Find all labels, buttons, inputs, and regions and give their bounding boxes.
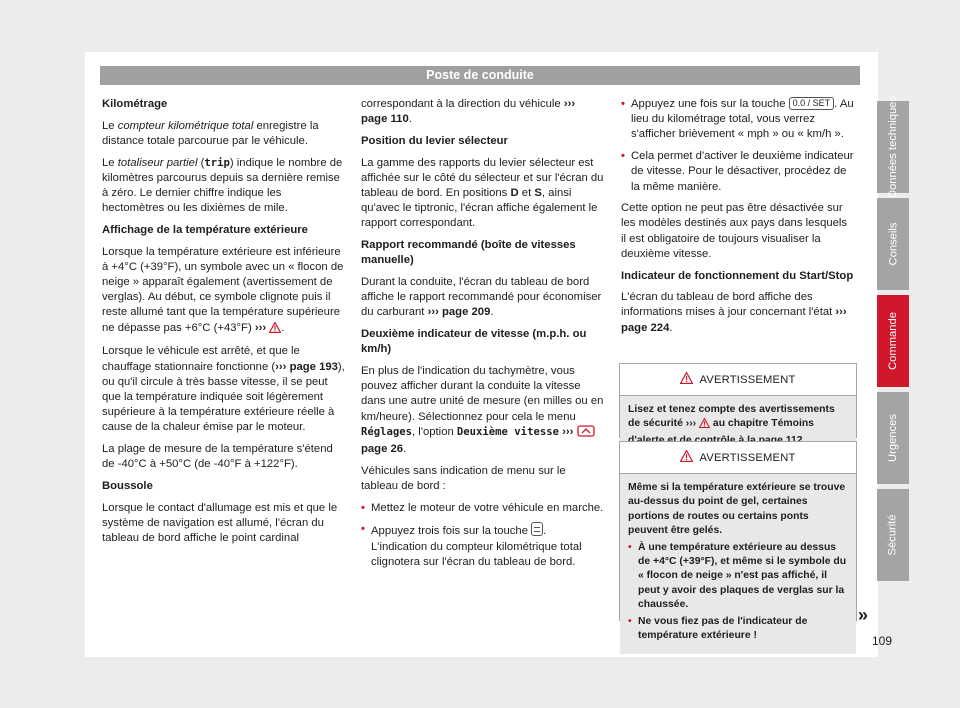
list-item: • Appuyez une fois sur la touche 0.0 / SET . Au lieu du kilométrage total, vous verrez s'afficher brièvement « mph » ou « km/h ». xyxy=(621,98,854,141)
warning-triangle-icon xyxy=(680,450,693,466)
trip-button-icon xyxy=(531,522,543,536)
column-3 xyxy=(621,97,855,342)
page-number: 109 xyxy=(872,634,893,648)
lever-heading: Position du levier sélecteur xyxy=(361,134,508,147)
set-button-key: 0.0 / SET xyxy=(789,97,835,110)
list-item: • Mettez le moteur de votre véhicule en marche. xyxy=(361,501,604,516)
option-paragraph: Cette option ne peut pas être désactivée sur les modèles destinés aux pays dans lesquels il est obligatoire de toujours visualiser la deuxième vitesse. xyxy=(621,202,848,260)
gear-paragraph: Durant la conduite, l'écran du tableau de bord affiche le rapport recommandé pour économiser du carburant ››› page 209. xyxy=(361,276,602,319)
tab-conseils[interactable]: Conseils xyxy=(877,198,909,290)
page-26-link[interactable]: page 26 xyxy=(361,443,404,456)
bullet-dot: • xyxy=(621,98,625,110)
warning-title: AVERTISSEMENT xyxy=(620,442,856,474)
speed-heading: Deuxième indicateur de vitesse (m.p.h. ou km/h) xyxy=(361,328,587,356)
page-110-link[interactable]: ››› page 110 xyxy=(361,98,576,126)
continue-arrow-icon: » xyxy=(858,605,869,625)
compass-continued: correspondant à la direction du véhicule ››› page 110. xyxy=(361,98,576,126)
temp-paragraph-1: Lorsque la température extérieure est inférieure à +4°C (+39°F), un symbole avec un « flocon de neige » apparaît également (avertissement de verglas). Au début, ce symbole clignote puis il reste allumé tant que la température supérieure ne dépasse pas +6°C (+43°F) ››› . xyxy=(102,245,345,338)
nomenu-paragraph: Véhicules sans indication de menu sur le tableau de bord : xyxy=(361,464,566,492)
km-paragraph-1: Le compteur kilométrique total enregistre la distance totale parcourue par le véhicule. xyxy=(102,119,319,147)
speed-paragraph: En plus de l'indication du tachymètre, vous pouvez afficher durant la conduite la vitesse dans une autre unité de mesure (en milles ou en km/heure). Sélectionnez pour cela le menu Réglages, l'option Deuxième vitesse ››› page 26. xyxy=(361,365,604,456)
warning-box-1 xyxy=(619,363,857,438)
bullet-dot: • xyxy=(628,542,632,554)
tab-donnees-techniques[interactable]: Données techniques xyxy=(877,101,909,193)
warning-triangle-icon xyxy=(699,418,710,433)
warning-triangle-icon xyxy=(269,322,281,338)
menu-reglages: Réglages xyxy=(361,425,413,438)
bullet-dot: • xyxy=(621,150,625,163)
section-header: Poste de conduite xyxy=(100,66,860,85)
warning-triangle-icon xyxy=(680,372,693,388)
tab-commande[interactable]: Commande xyxy=(877,295,909,387)
trip-code: trip xyxy=(204,156,230,169)
tab-urgences[interactable]: Urgences xyxy=(877,392,909,484)
column-2 xyxy=(361,97,604,576)
list-item: • Appuyez trois fois sur la touche . L'indication du compteur kilométrique total clignotera sur l'écran du tableau de bord. xyxy=(361,523,582,568)
startstop-paragraph: L'écran du tableau de bord affiche des informations mises à jour concernant l'état ››› page 224. xyxy=(621,291,847,334)
temp-heading: Affichage de la température extérieure xyxy=(102,223,308,236)
warning-body: Lisez et tenez compte des avertissements de sécurité ››› au chapitre Témoins xyxy=(620,396,856,459)
column-1 xyxy=(102,97,345,553)
warning-body: Même si la température extérieure se trouve au-dessus du point de gel, certaines portions de routes ou certains ponts peuvent être gelés. • À une température extérieure au dessus de +4°C (+39°F), et même si le symbole du « flocon de neige » n'est pas affiché, il peut y avoir des plaques de verglas sur la chaussée. • Ne vous fiez pas de l'indicateur de température extérieure ! xyxy=(620,474,856,654)
screen-ref-icon xyxy=(577,425,595,442)
compass-heading: Boussole xyxy=(102,479,153,492)
bullet-dot: • xyxy=(361,523,365,536)
warning-title: AVERTISSEMENT xyxy=(620,364,856,396)
temp-paragraph-3: La plage de mesure de la température s'étend de -40°C à +50°C (de -40°F à +122°F). xyxy=(102,443,333,471)
page-224-link[interactable]: ››› page 224 xyxy=(621,306,847,334)
temp-paragraph-2: Lorsque le véhicule est arrêté, et que le chauffage stationnaire fonctionne (››› page 193), ou qu'il circule à très basse vitesse, il se peut que la température indiquée soit légèrement supérieure à la température extérieure réelle à cause de la chaleur émise par le moteur. xyxy=(102,345,345,434)
km-heading: Kilométrage xyxy=(102,98,168,110)
tab-securite[interactable]: Sécurité xyxy=(877,489,909,581)
startstop-heading: Indicateur de fonctionnement du Start/Stop xyxy=(621,269,854,282)
warning-ref-link[interactable]: ››› xyxy=(251,321,267,334)
gear-heading: Rapport recommandé (boîte de vitesses manuelle) xyxy=(361,239,576,267)
list-item: • Ne vous fiez pas de l'indicateur de température extérieure ! xyxy=(628,616,808,642)
page-209-link[interactable]: ››› page 209 xyxy=(427,306,491,319)
lever-paragraph: La gamme des rapports du levier sélecteur est affichée sur le côté du sélecteur et sur l'écran du tableau de bord. En positions D et S, ainsi qu'avec le tiptronic, l'écran affiche également le rapport correspondant. xyxy=(361,156,604,230)
option-deuxieme-vitesse: Deuxième vitesse xyxy=(456,425,559,438)
compass-paragraph: Lorsque le contact d'allumage est mis et que le système de navigation est allumé, l'écran du tableau de bord affiche le point cardinal xyxy=(102,501,338,545)
list-item: • Cela permet d'activer le deuxième indicateur de vitesse. Pour le désactiver, procédez de la même manière. xyxy=(621,150,854,193)
list-item: • À une température extérieure au dessus de +4°C (+39°F), et même si le symbole du « flocon de neige » n'est pas affiché, il peut y avoir des plaques de verglas sur la chaussée. xyxy=(628,542,847,610)
bullet-dot: • xyxy=(361,501,365,514)
warning-box-2 xyxy=(619,441,857,642)
bullet-dot: • xyxy=(628,616,632,628)
km-paragraph-2: Le totaliseur partiel (trip) indique le nombre de kilomètres parcourus depuis sa dernière remise à zéro. Le dernier chiffre indique les hectomètres ou les dixièmes de mile. xyxy=(102,156,343,215)
page-193-link[interactable]: ››› page 193 xyxy=(275,360,338,373)
